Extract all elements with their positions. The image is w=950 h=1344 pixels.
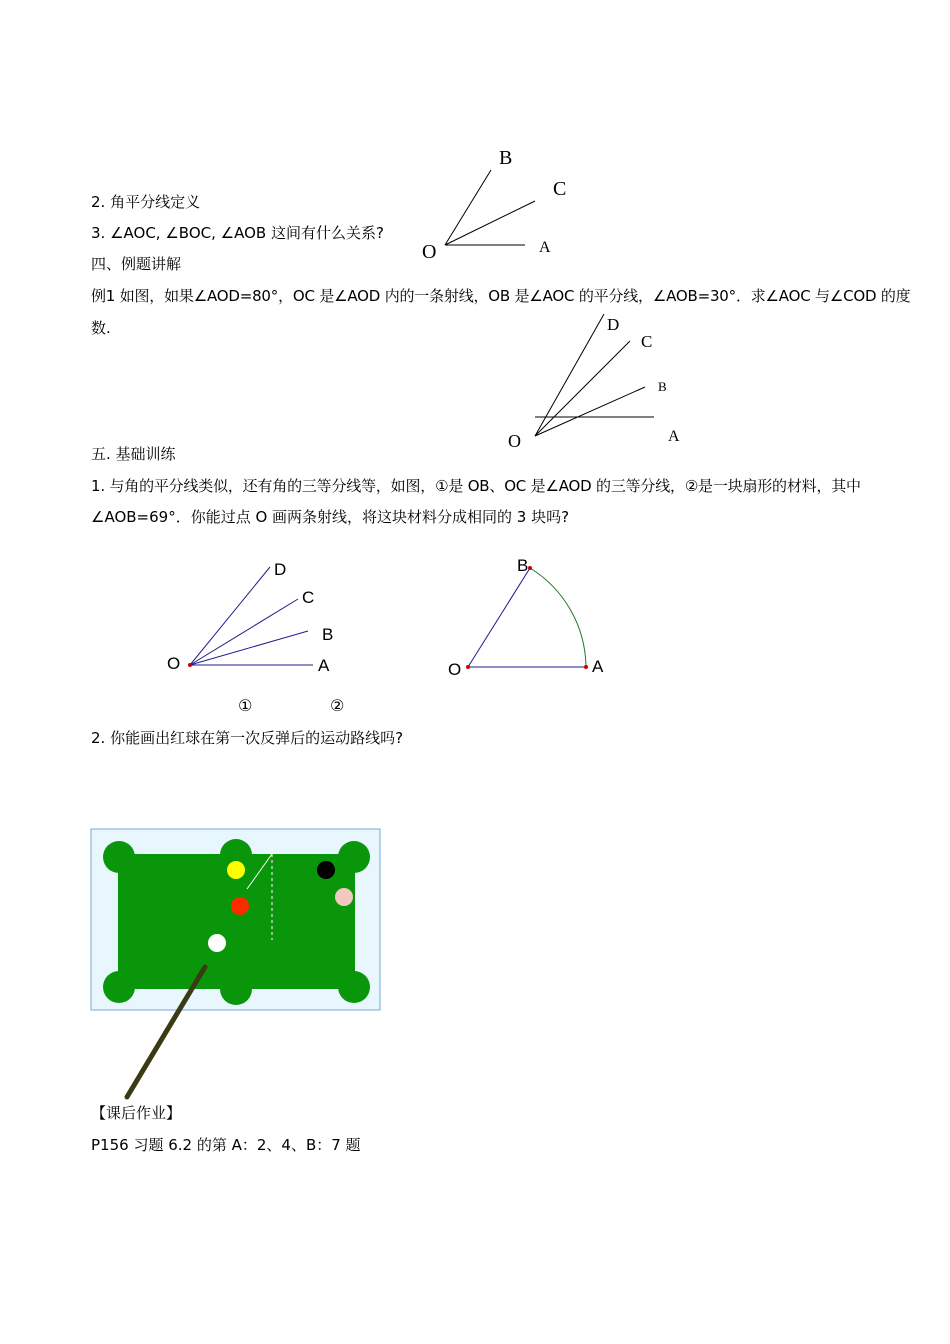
pocket-bottom-middle [220, 973, 252, 1005]
section5-heading: 五. 基础训练 [91, 445, 176, 463]
figure-angle-aoc [415, 140, 590, 265]
yellow-ball [227, 861, 245, 879]
question3: 3. ∠AOC, ∠BOC, ∠AOB 这间有什么关系? [91, 224, 384, 242]
red-ball [231, 897, 249, 915]
label-o: O [448, 660, 462, 679]
caption-2: ② [330, 696, 345, 715]
caption-1: ① [238, 696, 253, 715]
ray-od [535, 314, 604, 436]
pink-ball [335, 888, 353, 906]
point-o [466, 665, 470, 669]
label-d: D [607, 315, 620, 334]
section2-title: 2. 角平分线定义 [91, 193, 201, 211]
example1-line2: 数. [91, 319, 111, 337]
label-a: A [592, 657, 604, 676]
label-b: B [658, 379, 667, 394]
label-c: C [302, 588, 315, 607]
exercise1-line2: ∠AOB=69°．你能过点 O 画两条射线，将这块材料分成相同的 3 块吗? [91, 508, 570, 526]
exercise1-line1: 1. 与角的平分线类似，还有角的三等分线等，如图，①是 OB、OC 是∠AOD 的三等分线，②是一块扇形的材料，其中 [91, 477, 861, 495]
point-o [188, 663, 192, 667]
example1-line1: 例1 如图，如果∠AOD=80°，OC 是∠AOD 内的一条射线，OB 是∠AOC 的平分线，∠AOB=30°．求∠AOC 与∠COD 的度 [91, 287, 911, 305]
pocket-top-left [103, 841, 135, 873]
arc-ab [530, 568, 586, 667]
point-a [584, 665, 588, 669]
point-b [528, 566, 532, 570]
black-ball [317, 861, 335, 879]
figure-sector [330, 550, 620, 720]
label-o: O [167, 654, 181, 673]
label-b: B [517, 556, 529, 575]
pocket-top-right [338, 841, 370, 873]
homework-heading: 【课后作业】 [91, 1104, 182, 1122]
figure-example1 [500, 310, 700, 455]
section4-heading: 四、例题讲解 [91, 255, 182, 273]
ray-od [190, 567, 270, 665]
label-a: A [668, 428, 680, 445]
label-c: C [553, 178, 567, 200]
ray-oc [190, 599, 298, 665]
ray-oc [535, 341, 630, 436]
pocket-bottom-left [103, 971, 135, 1003]
radius-ob [468, 568, 530, 667]
pocket-bottom-right [338, 971, 370, 1003]
figure-billiard-table [85, 825, 385, 1105]
label-b: B [322, 625, 334, 644]
label-o: O [422, 241, 437, 263]
white-ball [208, 934, 226, 952]
exercise2: 2. 你能画出红球在第一次反弹后的运动路线吗? [91, 729, 404, 747]
label-b: B [499, 147, 513, 169]
label-a: A [318, 656, 330, 675]
homework-text: P156 习题 6.2 的第 A：2、4、B：7 题 [91, 1136, 361, 1154]
label-a: A [539, 239, 551, 256]
ray-ob [535, 387, 645, 436]
ray-ob [190, 631, 308, 665]
label-o: O [508, 431, 521, 451]
label-c: C [641, 332, 653, 351]
label-d: D [274, 560, 287, 579]
